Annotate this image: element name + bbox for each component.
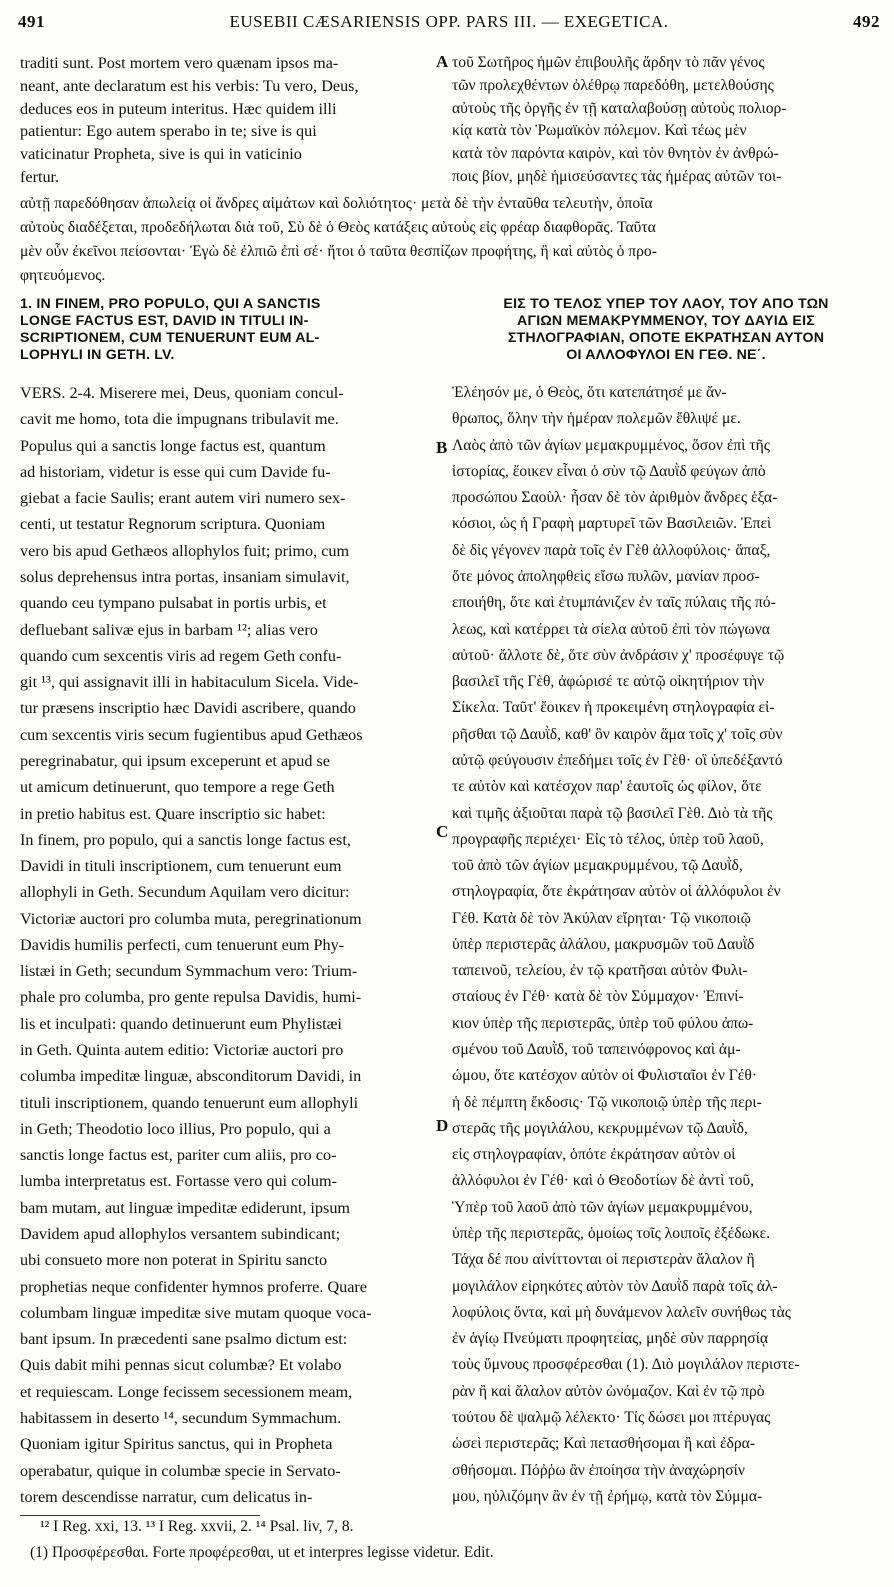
greek-line: αὐτῇ παρεδόθησαν ἀπωλείᾳ οἱ ἄνδρες αἱμάτων καὶ δολιότητος· μετὰ δὲ τὴν ἐνταῦθα τελευτὴν, ὁποῖα bbox=[20, 195, 653, 212]
latin-line: Davidem apud allophylos versantem subindicant; bbox=[20, 1225, 341, 1243]
margin-marker-a: A bbox=[436, 52, 449, 71]
latin-line: fertur. bbox=[20, 167, 60, 186]
margin-marker-c: C bbox=[436, 822, 449, 841]
title-line: SCRIPTIONEM, CUM TENUERUNT EUM AL- bbox=[20, 330, 320, 346]
title-line: LONGE FACTUS EST, DAVID IN TITULI IN- bbox=[20, 313, 309, 329]
running-title: EUSEBII CÆSARIENSIS OPP. PARS III. — EXEGETICA. bbox=[229, 12, 669, 31]
latin-line: bam mutam, aut linguæ impeditæ ediderunt, ipsum bbox=[20, 1198, 351, 1217]
greek-line: ὑπὲρ τῆς περιστερᾶς, ὁμοίως τοῖς λοιποῖς ἐξέδωκε. bbox=[452, 1225, 771, 1242]
latin-line: peregrinabatur, qui ipsum exceperunt et apud se bbox=[20, 751, 330, 770]
greek-line: ἱστορίας, ἔοικεν εἶναι ὁ σὺν τῷ Δαυῒδ φεύγων ἀπὸ bbox=[452, 462, 766, 480]
greek-line: ἐν ἁγίῳ Πνεύματι προφητείας, μηδὲ σὺν παρρησίᾳ bbox=[452, 1330, 769, 1348]
latin-line: columbam linguæ impeditæ sive mutam quoque voca- bbox=[20, 1303, 372, 1322]
greek-line: αὐτοῦ· ἄλλοτε δὲ, ὅτε σὺν ἀνδράσιν χ' προσέφυγε τῷ bbox=[452, 646, 785, 664]
latin-line: lis et inculpati: quando detinuerunt eum Phylistæi bbox=[20, 1014, 342, 1033]
latin-line: traditi sunt. Post mortem vero quænam ipsos ma- bbox=[20, 54, 339, 72]
greek-line: τούτου δὲ ψαλμῷ λέλεκτο· Τίς δώσει μοι πτέρυγας bbox=[452, 1408, 771, 1426]
latin-line: giebat a facie Saulis; erant autem viri numero sex- bbox=[20, 489, 346, 508]
greek-line: μογιλάλον εἰρηκότες αὐτὸν τὸν Δαυῒδ παρὰ τοῖς ἀλ- bbox=[452, 1277, 778, 1295]
latin-line: operabatur, quique in columbæ specie in Servato- bbox=[20, 1461, 341, 1480]
greek-line: μου, ηὐλιζόμην ἂν ἐν τῇ ἐρήμῳ, κατὰ τὸν Σύμμα- bbox=[452, 1487, 763, 1505]
latin-line: patientur: Ego autem sperabo in te; sive is qui bbox=[20, 122, 317, 141]
page-number-right: 492 bbox=[853, 12, 880, 31]
greek-line: ρὰν ἢ καὶ ἄλαλον αὐτὸν ὠνόμαζον. Καὶ ἐν τῷ πρὸ bbox=[452, 1382, 765, 1400]
latin-line: phale pro columba, pro gente repulsa Davidis, humi- bbox=[20, 988, 362, 1007]
greek-line: κατὰ τὸν παρόντα καιρὸν, καὶ τὸν θνητὸν ἐν ἀνθρώ- bbox=[452, 145, 779, 163]
latin-line: Davidis humilis perfecti, cum tenuerunt eum Phy- bbox=[20, 935, 345, 954]
latin-line: allophyli in Geth. Secundum Aquilam vero dicitur: bbox=[20, 883, 350, 902]
title-line: ΣΤΗΛΟΓΡΑΦΙΑΝ, ΟΠΟΤΕ ΕΚΡΑΤΗΣΑΝ ΑΥΤΟΝ bbox=[507, 330, 825, 346]
margin-marker-d: D bbox=[436, 1116, 449, 1135]
latin-line: neant, ante declaratum est his verbis: Tu vero, Deus, bbox=[20, 76, 359, 95]
latin-line: et requiescam. Longe fecissem secessionem meam, bbox=[20, 1382, 353, 1401]
greek-line: ρῆσθαι τῷ Δαυῒδ, καθ' ὃν καιρὸν ἅμα τοῖς χ' τοῖς σὺν bbox=[452, 725, 783, 743]
greek-line: σμένου τοῦ Δαυῒδ, τοῦ ταπεινόφρονος καὶ ἀμ- bbox=[452, 1041, 741, 1059]
page-number-left: 491 bbox=[18, 12, 45, 31]
title-line: ΟΙ ΑΛΛΟΦΥΛΟΙ ΕΝ ΓΕΘ. ΝΕ΄. bbox=[566, 347, 766, 363]
greek-line: εποιήθη, ὅτε καὶ ἐτυμπάνιζεν ἐν ταῖς πύλαις τῆς πό- bbox=[452, 594, 776, 612]
greek-line: στερᾶς τῆς μογιλάλου, κεκρυμμένων τῷ Δαυῒδ, bbox=[452, 1119, 748, 1137]
greek-line: φητευόμενος. bbox=[20, 267, 106, 284]
greek-line: ώμου, ὅτε κατέσχον αὐτὸν οἱ Φυλισταῖοι ἐν Γέθ· bbox=[452, 1067, 758, 1085]
latin-line: Quis dabit mihi pennas sicut columbæ? Et volabo bbox=[20, 1356, 342, 1375]
latin-line: ut amicum detinuerunt, quo tempore a rege Geth bbox=[20, 778, 335, 797]
latin-line: centi, ut testatur Regnorum scriptura. Quoniam bbox=[20, 515, 326, 534]
margin-marker-b: B bbox=[436, 438, 448, 457]
greek-line: ἀλλόφυλοι ἐν Γέθ· καὶ ὁ Θεοδοτίων δὲ ἀντὶ τοῦ, bbox=[452, 1172, 755, 1190]
top-greek-column bbox=[452, 52, 880, 189]
latin-line: in Geth; Theodotio loco illius, Pro populo, qui a bbox=[20, 1119, 331, 1138]
greek-line: ἡ δὲ πέμπτη ἔκδοσις· Τῷ νικοποιῷ ὑπὲρ τῆς περι- bbox=[452, 1093, 762, 1111]
greek-line: τε αὐτὸν καὶ κατέσχον παρ' ἑαυτοῖς ὡς φίλον, ὅτε bbox=[452, 778, 762, 796]
latin-line: vaticinatur Propheta, sive is qui in vaticinio bbox=[20, 145, 302, 164]
greek-line: ὡσεὶ περιστερᾶς; Καὶ πετασθήσομαι ἢ καὶ ἐδρα- bbox=[452, 1435, 756, 1453]
title-line: ΕΙΣ ΤΟ ΤΕΛΟΣ ΥΠΕΡ ΤΟΥ ΛΑΟΥ, ΤΟΥ ΑΠΟ ΤΩΝ bbox=[503, 296, 829, 312]
greek-line: εἰς στηλογραφίαν, ὁπότε ἐκράτησαν αὐτὸν οἱ bbox=[452, 1146, 736, 1164]
greek-line: ὑπὲρ περιστερᾶς ἀλάλου, μακρυσμῶν τοῦ Δαυῒδ bbox=[452, 935, 755, 953]
greek-line: αὐτοὺς διαδέξεται, προδεδήλωται διὰ τοῦ, Σὺ δὲ ὁ Θεὸς κατάξεις αὐτοὺς εἰς φρέαρ διαφθορᾶς. Ταῦτα bbox=[20, 219, 656, 236]
greek-line: Λαὸς ἀπὸ τῶν ἁγίων μεμακρυμμένος, ὅσον ἐπὶ τῆς bbox=[452, 436, 770, 454]
greek-line: λοφύλοις ὄντα, καὶ μὴ δυνάμενον λαλεῖν συνήθως τὰς bbox=[452, 1303, 791, 1321]
greek-line: σταίους ἐν Γέθ· κατὰ δὲ τὸν Σύμμαχον· Ἐπινί- bbox=[452, 988, 744, 1006]
title-line: 1. IN FINEM, PRO POPULO, QUI A SANCTIS bbox=[20, 296, 321, 312]
greek-line: θρωπος, ὅλην τὴν ἡμέραν πολεμῶν ἔθλιψέ με. bbox=[452, 410, 741, 428]
latin-line: quando cum sexcentis viris ad regem Geth confu- bbox=[20, 646, 342, 665]
latin-line: VERS. 2-4. Miserere mei, Deus, quoniam concul- bbox=[20, 384, 344, 402]
greek-line: κιον ὑπὲρ τῆς περιστερᾶς, ὑπὲρ τοῦ φύλου ἀπω- bbox=[452, 1014, 754, 1032]
greek-line: κόσιοι, ὡς ἡ Γραφὴ μαρτυρεῖ τῶν Βασιλειῶν. Ἐπεὶ bbox=[452, 515, 772, 533]
greek-line: Τάχα δέ που αἰνίττονται οἱ περιστερὰν ἄλαλον ἢ bbox=[452, 1251, 755, 1269]
title-line: LOPHYLI IN GETH. LV. bbox=[20, 347, 175, 363]
latin-line: deduces eos in puteum interitus. Hæc quidem illi bbox=[20, 99, 337, 118]
greek-line: τῶν προλεχθέντων ὀλέθρῳ παρεδόθη, μετελθούσης bbox=[452, 76, 774, 94]
latin-line: ad historiam, videtur is esse qui cum Davide fu- bbox=[20, 462, 331, 481]
latin-line: bant ipsum. In præcedenti sane psalmo dictum est: bbox=[20, 1330, 348, 1349]
body-greek-column bbox=[452, 380, 880, 1510]
greek-line: αὐτῷ φεύγουσιν ἐπεδήμει τοῖς ἐν Γὲθ· οἳ ὑπεδέξαντό bbox=[452, 751, 783, 769]
latin-line: Quoniam igitur Spiritus sanctus, qui in Propheta bbox=[20, 1435, 333, 1454]
latin-line: Davidi in tituli inscriptionem, cum tenuerunt eum bbox=[20, 857, 342, 876]
greek-line: Ἐλέησόν με, ὁ Θεὸς, ὅτι κατεπάτησέ με ἄν- bbox=[452, 384, 727, 401]
latin-line: habitassem in deserto ¹⁴, secundum Symmachum. bbox=[20, 1408, 342, 1427]
greek-line: κίᾳ κατὰ τὸν Ῥωμαϊκὸν πόλεμον. Καὶ τέως μὲν bbox=[452, 122, 747, 140]
greek-line: σθήσομαι. Πόῤῥω ἂν ἐποίησα τὴν ἀναχώρησίν bbox=[452, 1461, 745, 1479]
latin-line: in Geth. Quinta autem editio: Victoriæ auctori pro bbox=[20, 1041, 344, 1060]
latin-line: torem descendisse narratur, cum delicatus in- bbox=[20, 1487, 313, 1506]
latin-line: cum sexcentis viris secum fugientibus apud Gethæos bbox=[20, 725, 363, 744]
greek-line: ταπεινοῦ, τελείου, ἐν τῷ κρατῆσαι αὐτὸν Φυλι- bbox=[452, 962, 748, 980]
greek-line: τοῦ Σωτῆρος ἡμῶν ἐπιβουλῆς ἄρδην τὸ πᾶν γένος bbox=[452, 54, 765, 71]
greek-line: Σίκελα. Ταῦτ' ἔοικεν ἡ προκειμένη στηλογραφία εἰ- bbox=[452, 699, 775, 717]
latin-line: lumba interpretatus est. Fortasse vero qui colum- bbox=[20, 1172, 337, 1191]
greek-line: τοῦ ἀπὸ τῶν ἁγίων μεμακρυμμένου, τῷ Δαυῒδ, bbox=[452, 857, 743, 875]
greek-line: τοὺς ὕμνους προσφέρεσθαι (1). Διὸ μογιλάλον περιστε- bbox=[452, 1356, 800, 1374]
title-line: ΑΓΙΩΝ ΜΕΜΑΚΡΥΜΜΕΝΟΥ, ΤΟΥ ΔΑΥΙΔ ΕΙΣ bbox=[517, 313, 815, 329]
top-latin-column bbox=[20, 52, 432, 189]
latin-line: sanctis longe factus est, pariter cum aliis, pro co- bbox=[20, 1146, 337, 1165]
full-width-greek bbox=[20, 192, 880, 288]
latin-line: Populus qui a sanctis longe factus est, quantum bbox=[20, 436, 326, 455]
latin-line: tur præsens inscriptio hæc Davidi ascribere, quando bbox=[20, 699, 356, 718]
greek-line: μὲν οὖν ἐκεῖνοι πείσονται· Ἐγὼ δὲ ἐλπιῶ ἐπὶ σέ· ἤτοι ὁ ταῦτα θεσπίζων προφήτης, ἢ καὶ αὐτὸς ὁ προ- bbox=[20, 243, 657, 260]
latin-line: ubi consueto more non poterat in Spiritu sancto bbox=[20, 1251, 328, 1270]
greek-line: ὅτε μόνος ἀποληφθεὶς εἴσω πυλῶν, μανίαν προσ- bbox=[452, 567, 760, 585]
greek-line: καὶ τιμῆς ἀξιοῦται παρὰ τῷ βασιλεῖ Γὲθ. Διὸ τὰ τῆς bbox=[452, 804, 773, 822]
greek-line: ποις βίον, μηδὲ ἡμισεύσαντες τὰς ἡμέρας αὐτῶν τοι- bbox=[452, 167, 782, 185]
section-title-greek bbox=[452, 296, 880, 364]
greek-line: βασιλεῖ τῆς Γὲθ, ἀφώρισέ τε αὐτῷ οἰκητήριον τὴν bbox=[452, 673, 765, 691]
latin-line: vero bis apud Gethæos allophylos fuit; primo, cum bbox=[20, 541, 350, 560]
greek-line: προγραφῆς περιέχει· Εἰς τὸ τέλος, ὑπὲρ τοῦ λαοῦ, bbox=[452, 830, 764, 848]
latin-line: in pretio habitus est. Quare inscriptio sic habet: bbox=[20, 804, 326, 823]
greek-line: Γέθ. Κατὰ δὲ τὸν Ἀκύλαν εἴρηται· Τῷ νικοποιῷ bbox=[452, 909, 751, 927]
footnote-note: (1) Προσφέρεσθαι. Forte προφέρεσθαι, ut et interpres legisse videtur. Edit. bbox=[30, 1544, 494, 1561]
latin-line: quando ceu tympano pulsabat in portis urbis, et bbox=[20, 594, 327, 613]
latin-line: prophetias neque confidenter hymnos proferre. Quare bbox=[20, 1277, 367, 1296]
greek-line: προσώπου Σαοὺλ· ἦσαν δὲ τὸν ἀριθμὸν ἄνδρες ἑξα- bbox=[452, 489, 778, 507]
footnote-refs: ¹² I Reg. xxi, 13. ¹³ I Reg. xxvii, 2. ¹⁴ Psal. liv, 7, 8. bbox=[40, 1518, 354, 1535]
greek-line: λεως, καὶ κατέρρει τὰ σίελα αὐτοῦ ἐπὶ τὸν πώγωνα bbox=[452, 620, 770, 638]
latin-line: listæi in Geth; secundum Symmachum vero: Trium- bbox=[20, 962, 358, 981]
latin-line: git ¹³, qui assignavit illi in habitaculum Sicela. Vide- bbox=[20, 673, 359, 692]
running-header bbox=[18, 8, 880, 38]
footnote-rule bbox=[20, 1515, 260, 1516]
latin-line: Victoriæ auctori pro columba muta, peregrinationum bbox=[20, 909, 362, 928]
greek-line: αὐτοὺς τῆς ὀργῆς ἐν τῇ καταλαβούσῃ αὐτοὺς πολιορ- bbox=[452, 99, 787, 117]
latin-line: In finem, pro populo, qui a sanctis longe factus est, bbox=[20, 830, 351, 849]
greek-line: στηλογραφία, ὅτε ἐκράτησαν αὐτὸν οἱ ἀλλόφυλοι ἐν bbox=[452, 883, 781, 901]
greek-line: Ὑπὲρ τοῦ λαοῦ ἀπὸ τῶν ἁγίων μεμακρυμμένου, bbox=[452, 1198, 753, 1216]
latin-line: columba impeditæ linguæ, absconditorum Davidi, in bbox=[20, 1067, 362, 1086]
latin-line: defluebant salivæ ejus in barbam ¹²; alias vero bbox=[20, 620, 318, 639]
latin-line: cavit me homo, tota die impugnans tribulavit me. bbox=[20, 410, 339, 429]
latin-line: tituli inscriptionem, quando tenuerunt eum allophyli bbox=[20, 1093, 359, 1112]
body-latin-column bbox=[20, 380, 432, 1510]
greek-line: δὲ δὶς γέγονεν παρὰ τοῖς ἐν Γὲθ ἀλλοφύλοις· ἅπαξ, bbox=[452, 541, 771, 559]
latin-line: solus deprehensus intra portas, insaniam simulavit, bbox=[20, 567, 350, 586]
section-title-latin bbox=[20, 296, 432, 364]
